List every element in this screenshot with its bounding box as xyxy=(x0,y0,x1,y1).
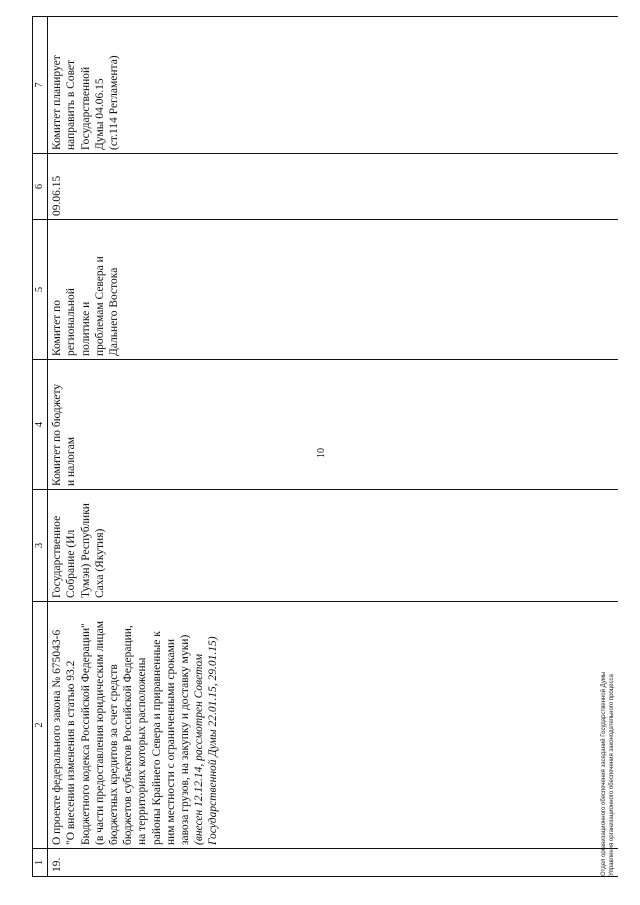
row-number: 19. xyxy=(48,849,618,877)
footer-line: Управления организационного обеспечения законодательного процесса xyxy=(609,674,615,876)
co-committee-line: Комитет по xyxy=(51,300,64,356)
page-number: 10 xyxy=(316,448,327,458)
header-row xyxy=(33,17,48,877)
note-line: (ст.114 Регламента) xyxy=(108,55,121,150)
initiator-line: Государственное xyxy=(51,515,64,598)
col-header-4: 4 xyxy=(33,360,48,490)
responsible-committee xyxy=(48,360,618,490)
legislation-table xyxy=(32,16,618,877)
col-header-5: 5 xyxy=(33,220,48,360)
co-committee xyxy=(48,220,618,360)
description-italic-line: (внесен 12.12.14, рассмотрен Советом xyxy=(193,653,206,845)
note-line: направить в Совет xyxy=(65,59,78,150)
co-committee-line: региональной xyxy=(65,288,78,356)
footer xyxy=(600,576,616,876)
description-line: О проекте федерального закона № 675043-6 xyxy=(51,629,64,845)
bill-description xyxy=(48,602,618,849)
description-line: Бюджетного кодекса Российской Федерации" xyxy=(79,623,92,845)
note xyxy=(48,17,618,154)
col-header-6: 6 xyxy=(33,154,48,220)
note-line: Думы 04.06.15 xyxy=(93,78,106,150)
co-committee-line: проблемам Севера и xyxy=(93,256,106,356)
description-line: завоза грузов, на закупку и доставку муки) xyxy=(179,634,192,845)
col-header-2: 2 xyxy=(33,602,48,849)
description-line: ним местности с ограниченными сроками xyxy=(164,638,177,845)
co-committee-line: Дальнего Востока xyxy=(108,267,121,356)
description-line: районы Крайнего Севера и приравненные к xyxy=(150,631,163,845)
note-line: Комитет планирует xyxy=(51,55,64,150)
col-header-3: 3 xyxy=(33,490,48,602)
note-line: Государственной xyxy=(79,66,92,150)
responsible-committee-line: Комитет по бюджету xyxy=(51,383,64,486)
initiator-line: Саха (Якутия) xyxy=(93,528,106,598)
description-italic-line: Государственной Думы 22.01.15, 29.01.15) xyxy=(207,636,220,845)
initiator-line: Собрание (Ил xyxy=(65,529,78,598)
description-line: бюджетов субъектов Российской Федерации, xyxy=(122,625,135,845)
initiator xyxy=(48,490,618,602)
description-line: на территориях которых расположены xyxy=(136,657,149,845)
table-row xyxy=(48,17,618,877)
legislation-table-wrap xyxy=(32,17,617,877)
col-header-7: 7 xyxy=(33,17,48,154)
footer-line: Отдел организационного обеспечения заседаний Государственной Думы xyxy=(601,671,607,876)
description-line: бюджетных кредитов за счет средств xyxy=(108,664,121,845)
description-line: (в части предоставления юридическим лицам xyxy=(93,621,106,845)
col-header-1: 1 xyxy=(33,849,48,877)
description-line: "О внесении изменения в статью 93.2 xyxy=(65,660,78,845)
date: 09.06.15 xyxy=(48,154,618,220)
initiator-line: Тумэн) Республики xyxy=(79,503,92,598)
co-committee-line: политике и xyxy=(79,301,92,356)
responsible-committee-line: и налогам xyxy=(65,437,78,486)
